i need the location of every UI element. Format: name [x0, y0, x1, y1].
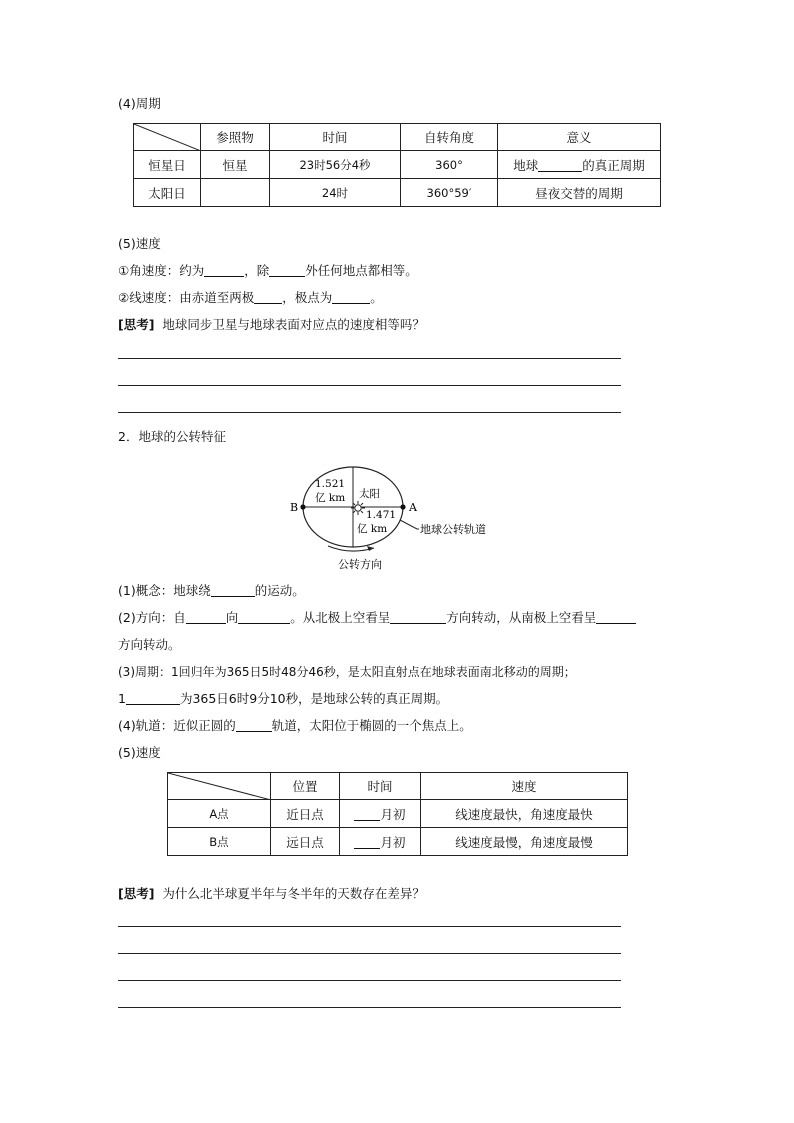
row-angle: 360°: [401, 151, 498, 179]
point-b-label: B: [290, 501, 299, 514]
speed-heading-2: (5)速度: [118, 745, 161, 760]
orbit-leader-line: [400, 520, 419, 529]
period-line-2: 1 为365日6时9分10秒，是地球公转的真正周期。: [118, 691, 449, 706]
row-label: B点: [168, 828, 271, 856]
answer-blank[interactable]: [390, 610, 446, 624]
row-time: 月初: [340, 828, 421, 856]
answer-blank[interactable]: [238, 610, 290, 624]
sun-icon: [351, 501, 365, 515]
angular-speed-line: ①角速度：约为 ，除 外任何地点都相等。: [118, 263, 418, 278]
period-heading: (4)周期: [118, 96, 161, 111]
row-meaning: 地球 的真正周期: [498, 151, 661, 179]
row-angle: 360°59′: [401, 179, 498, 207]
row-label: 太阳日: [134, 179, 201, 207]
direction-label: 公转方向: [338, 558, 382, 571]
orbit-line: (4)轨道：近似正圆的 轨道，太阳位于椭圆的一个焦点上。: [118, 718, 472, 733]
header-meaning: 意义: [498, 124, 661, 151]
answer-line[interactable]: [118, 1007, 621, 1008]
row-label: 恒星日: [134, 151, 201, 179]
row-position: 近日点: [271, 800, 340, 828]
header-position: 位置: [271, 773, 340, 800]
think-tag: [思考]: [118, 886, 155, 901]
answer-blank[interactable]: [211, 583, 255, 597]
think-question-2: [118, 885, 425, 903]
answer-blank[interactable]: [538, 158, 582, 172]
table-row: [134, 151, 661, 179]
sun-label: 太阳: [359, 488, 380, 500]
point-a-dot: [400, 504, 405, 509]
diagonal-line: [134, 124, 201, 151]
table-corner-cell: [134, 124, 201, 151]
row-reference: 恒星: [201, 151, 270, 179]
section-title: 2．地球的公转特征: [118, 429, 226, 444]
speed-heading: (5)速度: [118, 236, 161, 251]
header-time: 时间: [340, 773, 421, 800]
answer-blank[interactable]: [204, 263, 244, 277]
row-label: A点: [168, 800, 271, 828]
table-row: [134, 179, 661, 207]
answer-line[interactable]: [118, 412, 621, 413]
answer-blank[interactable]: [126, 691, 180, 705]
think-question-1: [118, 316, 425, 334]
header-time: 时间: [270, 124, 401, 151]
answer-line[interactable]: [118, 926, 621, 927]
table-row: [168, 800, 628, 828]
row-speed: 线速度最快，角速度最快: [421, 800, 628, 828]
row-position: 远日点: [271, 828, 340, 856]
aphelion-distance: 1.521: [315, 478, 346, 490]
header-angle: 自转角度: [401, 124, 498, 151]
orbit-diagram: [280, 460, 520, 576]
linear-speed-line: ②线速度：由赤道至两极 ，极点为 。: [118, 290, 383, 305]
answer-line[interactable]: [118, 980, 621, 981]
perihelion-distance: 1.471: [366, 509, 397, 521]
diagonal-line: [168, 773, 271, 800]
table-row: [168, 828, 628, 856]
row-time: 23时56分4秒: [270, 151, 401, 179]
think-tag: [思考]: [118, 317, 155, 332]
point-b-dot: [300, 504, 305, 509]
rotation-period-table: [133, 123, 661, 207]
revolution-speed-table: [167, 772, 628, 856]
concept-line: (1)概念：地球绕 的运动。: [118, 583, 305, 598]
direction-arrow-icon: [367, 546, 374, 551]
header-reference: 参照物: [201, 124, 270, 151]
answer-blank[interactable]: [332, 290, 370, 304]
answer-blank[interactable]: [236, 718, 272, 732]
answer-blank[interactable]: [596, 610, 636, 624]
header-speed: 速度: [421, 773, 628, 800]
answer-line[interactable]: [118, 953, 621, 954]
direction-line-2: 方向转动。: [118, 637, 181, 652]
think-question-text: 地球同步卫星与地球表面对应点的速度相等吗？: [162, 317, 425, 332]
row-speed: 线速度最慢，角速度最慢: [421, 828, 628, 856]
aphelion-unit: 亿 km: [315, 492, 346, 504]
row-time: 24时: [270, 179, 401, 207]
table-corner-cell: [168, 773, 271, 800]
row-reference-blank: [201, 179, 270, 207]
answer-line[interactable]: [118, 358, 621, 359]
row-time: 月初: [340, 800, 421, 828]
orbit-label: 地球公转轨道: [420, 523, 486, 536]
answer-blank[interactable]: [269, 263, 305, 277]
answer-blank[interactable]: [354, 835, 380, 849]
answer-blank[interactable]: [254, 290, 282, 304]
period-line-1: (3)周期：1回归年为365日5时48分46秒，是太阳直射点在地球表面南北移动的周期；: [118, 665, 576, 679]
row-meaning: 昼夜交替的周期: [498, 179, 661, 207]
perihelion-unit: 亿 km: [357, 523, 388, 535]
answer-blank[interactable]: [186, 610, 226, 624]
think-question-text: 为什么北半球夏半年与冬半年的天数存在差异？: [162, 886, 425, 901]
answer-blank[interactable]: [354, 807, 380, 821]
point-a-label: A: [409, 501, 417, 514]
answer-line[interactable]: [118, 385, 621, 386]
direction-line: (2)方向：自 向 。从北极上空看呈 方向转动，从南极上空看呈: [118, 609, 636, 627]
